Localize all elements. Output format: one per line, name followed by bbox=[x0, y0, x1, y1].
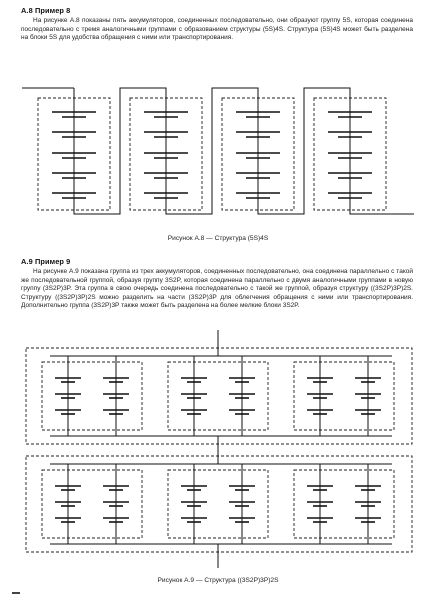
figure-a8-circuit bbox=[22, 88, 414, 214]
link-wire bbox=[258, 88, 350, 214]
terminal-wire bbox=[350, 197, 414, 214]
group-3s2p bbox=[42, 362, 142, 430]
section-a8-paragraph: На рисунке А.8 показаны пять аккумуляторов, соединенных последовательно, они образуют группу 5S, которая соединена последовательно с тремя аналогичными группами с образованием структуры (5S)4S. Структура (5S)4S может быть разделена на блоки 5S для удобства обращения с ними или транспортирования. bbox=[21, 17, 413, 42]
figure-a9-caption: Рисунок А.9 — Структура ((3S2P)3P)2S bbox=[157, 577, 279, 584]
section-a8-heading: А.8 Пример 8 bbox=[21, 6, 71, 15]
group-3s2p bbox=[168, 470, 268, 538]
group-3s2p bbox=[294, 362, 394, 430]
link-wire bbox=[74, 88, 166, 214]
section-a9-paragraph: На рисунке А.9 показана группа из трех аккумуляторов, соединенных последовательно, она соединена параллельно с такой же последовательной группой, образуя группу 3S2P, которая соединена параллельно с двумя аналогичными группами в новую группу (3S2P)3P. Эта группа в свою очередь соединена последовательно с такой же группой, образуя структуру ((3S2P)3P)2S. Структуру ((3S2P)3P)2S можно разделить на части (3S2P)3P для облегчения обращения с ними или транспортирования. Дополнительно группа (3S2P)3P также может быть разделена на более мелкие блоки 3S2P. bbox=[21, 268, 413, 310]
figure-a9-circuit bbox=[26, 330, 412, 568]
link-wire bbox=[166, 88, 258, 214]
group-3s2p bbox=[42, 470, 142, 538]
figure-a8-caption: Рисунок А.8 — Структура (5S)4S bbox=[167, 235, 269, 242]
section-a9-heading: А.9 Пример 9 bbox=[21, 257, 71, 266]
group-3s2p bbox=[294, 470, 394, 538]
group-3s2p bbox=[168, 362, 268, 430]
page-number-mark bbox=[12, 592, 20, 594]
